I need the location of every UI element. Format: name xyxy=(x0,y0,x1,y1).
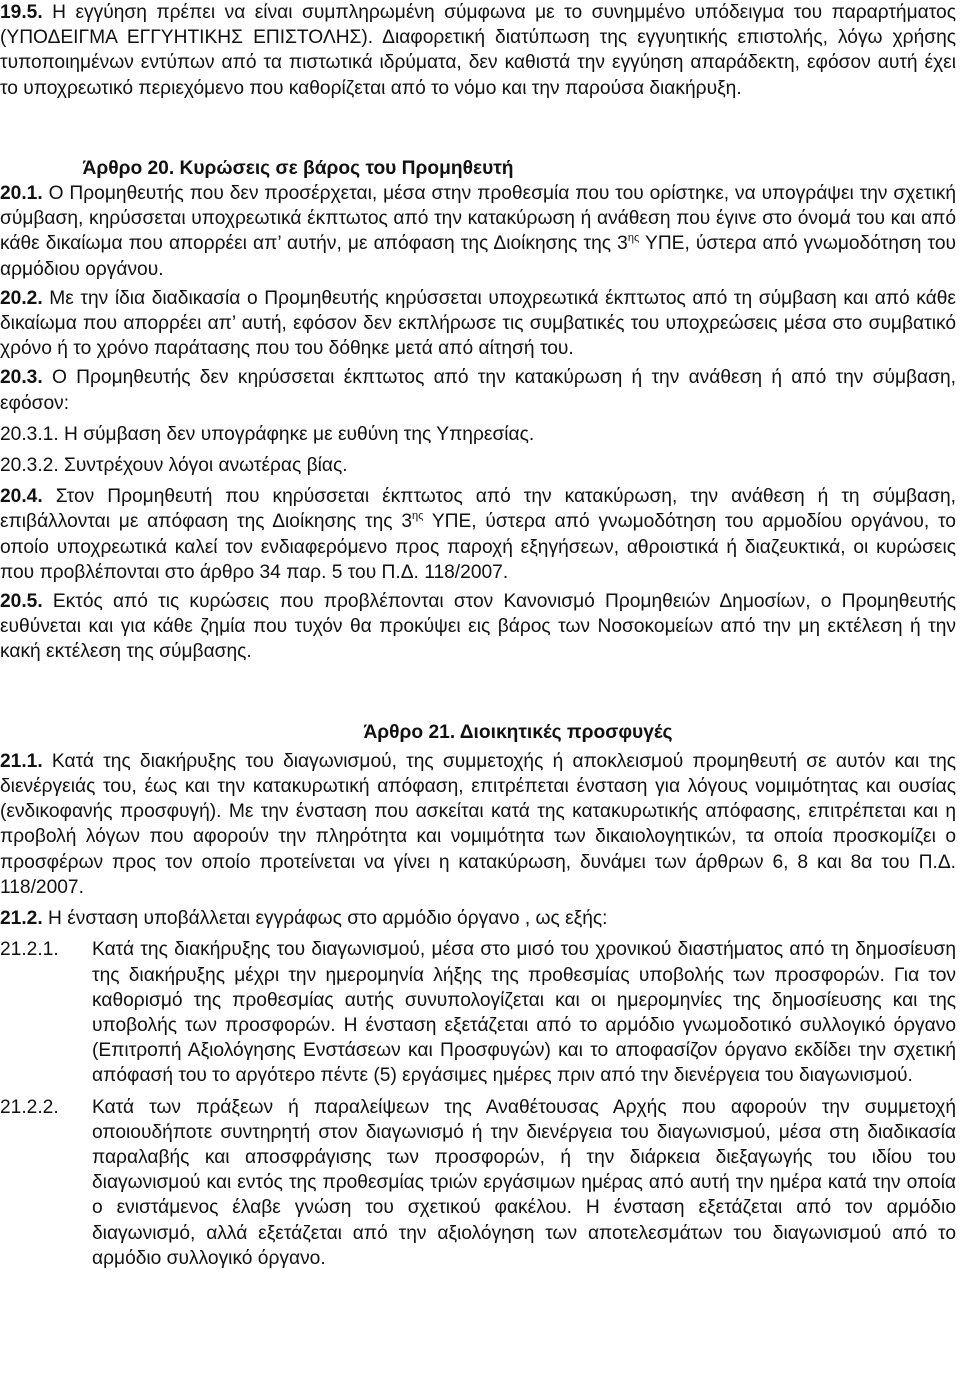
article-21-title: Άρθρο 21. Διοικητικές προσφυγές xyxy=(363,721,673,743)
paragraph-text: Ο Προμηθευτής που δεν προσέρχεται, μέσα στην προθεσμία που του ορίστηκε, να υπογράψει την σχετική σύμβαση, κηρύσσεται υποχρεωτικά έκπτωτος από την κατακύρωση ή ανάθεση που έγινε στο όνομά του και από κάθε δικαίωμα που απορρέει απ’ αυτήν, με απόφαση της Διοίκησης της 3 xyxy=(0,183,956,255)
paragraph-20-3-1: 20.3.1. Η σύμβαση δεν υπογράφηκε με ευθύνη της Υπηρεσίας. xyxy=(0,423,535,445)
paragraph-19-5 xyxy=(0,0,956,101)
subparagraph-number: 21.2.1. xyxy=(0,939,59,961)
superscript: ης xyxy=(627,232,640,245)
paragraph-number: 21.1. xyxy=(0,750,43,772)
paragraph-21-1 xyxy=(0,749,956,900)
paragraph-20-3-2: 20.3.2. Συντρέχουν λόγοι ανωτέρας βίας. xyxy=(0,455,348,477)
article-20-title: Άρθρο 20. Κυρώσεις σε βάρος του Προμηθευτή xyxy=(82,157,514,179)
paragraph-text: Η εγγύηση πρέπει να είναι συμπληρωμένη σύμφωνα με το συνημμένο υπόδειγμα του παραρτήματος (ΥΠΟΔΕΙΓΜΑ ΕΓΓΥΗΤΙΚΗΣ ΕΠΙΣΤΟΛΗΣ). Διαφορετική διατύπωση της εγγυητικής επιστολής, λόγω χρήσης τυποποιημένων εντύπων από τα πιστωτικά ιδρύματα, δεν καθιστά την εγγύηση απαράδεκτη, εφόσον αυτή έχει το υποχρεωτικό περιεχόμενο που καθορίζεται από το νόμο και την παρούσα διακήρυξη. xyxy=(0,2,956,99)
subparagraph-21-2-1 xyxy=(0,937,956,1088)
subparagraph-21-2-2 xyxy=(0,1095,956,1271)
paragraph-number: 20.5. xyxy=(0,591,43,613)
paragraph-text: Με την ίδια διαδικασία ο Προμηθευτής κηρύσσεται υποχρεωτικά έκπτωτος από τη σύμβαση και από κάθε δικαίωμα που απορρέει απ’ αυτή, εφόσον δεν εκπλήρωσε τις συμβατικές του υποχρεώσεις μέσα στο συμβατικό χρόνο ή το χρόνο παράτασης που του δόθηκε μετά από αίτησή του. xyxy=(0,287,956,360)
subparagraph-text: Κατά των πράξεων ή παραλείψεων της Αναθέτουσας Αρχής που αφορούν την συμμετοχή οποιουδήποτε συντηρητή στον διαγωνισμό ή την διενέργεια του διαγωνισμού, μέσα στη διαδικασία παραλαβής και αποσφράγισης των προσφορών, ή την διάρκεια διεξαγωγής του ιδίου του διαγωνισμού και εντός της προθεσμίας τριών εργάσιμων ημέρας από αυτή την ημέρα κατά την οποία ο ενιστάμενος έλαβε γνώση του σχετικού φακέλου. Η ένσταση εξετάζεται από τον αρμόδιο διαγωνισμό, αλλά εξετάζεται από την αξιολόγηση των αποτελεσμάτων του διαγωνισμού από το αρμόδιο συλλογικό όργανο. xyxy=(92,1096,956,1269)
paragraph-20-2 xyxy=(0,286,956,362)
paragraph-text: ΥΠΕ, ύστερα από γνωμοδότηση του αρμόδιου οργάνου. xyxy=(0,233,956,280)
subparagraph-number: 21.2.2. xyxy=(0,1096,59,1118)
paragraph-number: 20.3. xyxy=(0,367,43,389)
subparagraph-text: Κατά της διακήρυξης του διαγωνισμού, μέσα στο μισό του χρονικού διαστήματος από τη δημοσίευση της διακήρυξης μέχρι την ημερομηνία λήξης της προθεσμίας υποβολής των προσφορών. Για τον καθορισμό της προθεσμίας αυτής συνυπολογίζεται και οι ημερομηνίες της δημοσίευσης και της υποβολής των προσφορών. Η ένσταση εξετάζεται από το αρμόδιο γνωμοδοτικό συλλογικό όργανο (Επιτροπή Αξιολόγησης Ενστάσεων και Προσφυγών) και το αποφασίζον όργανο εκδίδει την σχετική απόφασή του το αργότερο πέντε (5) εργάσιμες ημέρες πριν από την διενέργεια του διαγωνισμού. xyxy=(92,939,956,1087)
paragraph-text: Η ένσταση υποβάλλεται εγγράφως στο αρμόδιο όργανο , ως εξής: xyxy=(48,908,608,930)
paragraph-20-5 xyxy=(0,589,956,665)
paragraph-text: Κατά της διακήρυξης του διαγωνισμού, της συμμετοχής ή αποκλεισμού προμηθευτή σε αυτόν και της διενέργειάς του, έως και την κατακυρωτική απόφαση, επιτρέπεται ένσταση για λόγους νομιμότητας και ουσίας (ενδικοφανής προσφυγή). Με την ένσταση που ασκείται κατά της κατακυρωτικής απόφασης, επιτρέπεται και η προβολή λόγων που αφορούν την πληρότητα και νομιμότητα των δικαιολογητικών, τα οποία προσκομίζει ο προσφέρων προς τον οποίο προτείνεται να γίνει η κατακύρωση, δυνάμει των άρθρων 6, 8 και 8α του Π.Δ. 118/2007. xyxy=(0,750,956,898)
paragraph-20-1 xyxy=(0,181,956,282)
paragraph-text: Στον Προμηθευτή που κηρύσσεται έκπτωτος από την κατακύρωση, την ανάθεση ή τη σύμβαση, επιβάλλονται με απόφαση της Διοίκησης της 3 xyxy=(0,486,956,533)
paragraph-text: ΥΠΕ, ύστερα από γνωμοδότηση του αρμοδίου οργάνου, το οποίο υποχρεωτικά καλεί τον ενδιαφερόμενο προς παροχή εξηγήσεων, αθροιστικά ή διαζευκτικά, οι κυρώσεις που προβλέπονται στο άρθρο 34 παρ. 5 του Π.Δ. 118/2007. xyxy=(0,511,956,583)
paragraph-text: Ο Προμηθευτής δεν κηρύσσεται έκπτωτος από την κατακύρωση ή την ανάθεση ή από την σύμβαση, εφόσον: xyxy=(0,367,956,414)
paragraph-number: 20.4. xyxy=(0,486,43,508)
paragraph-text: Εκτός από τις κυρώσεις που προβλέπονται στον Κανονισμό Προμηθειών Δημοσίων, ο Προμηθευτής ευθύνεται και για κάθε ζημία που τυχόν θα προκύψει εις βάρος των Νοσοκομείων από την μη εκτέλεση ή την κακή εκτέλεση της σύμβασης. xyxy=(0,591,956,663)
superscript: ης xyxy=(412,510,424,523)
paragraph-20-3 xyxy=(0,365,956,415)
paragraph-20-4 xyxy=(0,484,956,585)
paragraph-21-2 xyxy=(0,906,956,931)
paragraph-number: 20.1. xyxy=(0,183,43,205)
paragraph-number: 20.2. xyxy=(0,287,43,309)
paragraph-number: 21.2. xyxy=(0,908,43,930)
paragraph-number: 19.5. xyxy=(0,2,43,23)
